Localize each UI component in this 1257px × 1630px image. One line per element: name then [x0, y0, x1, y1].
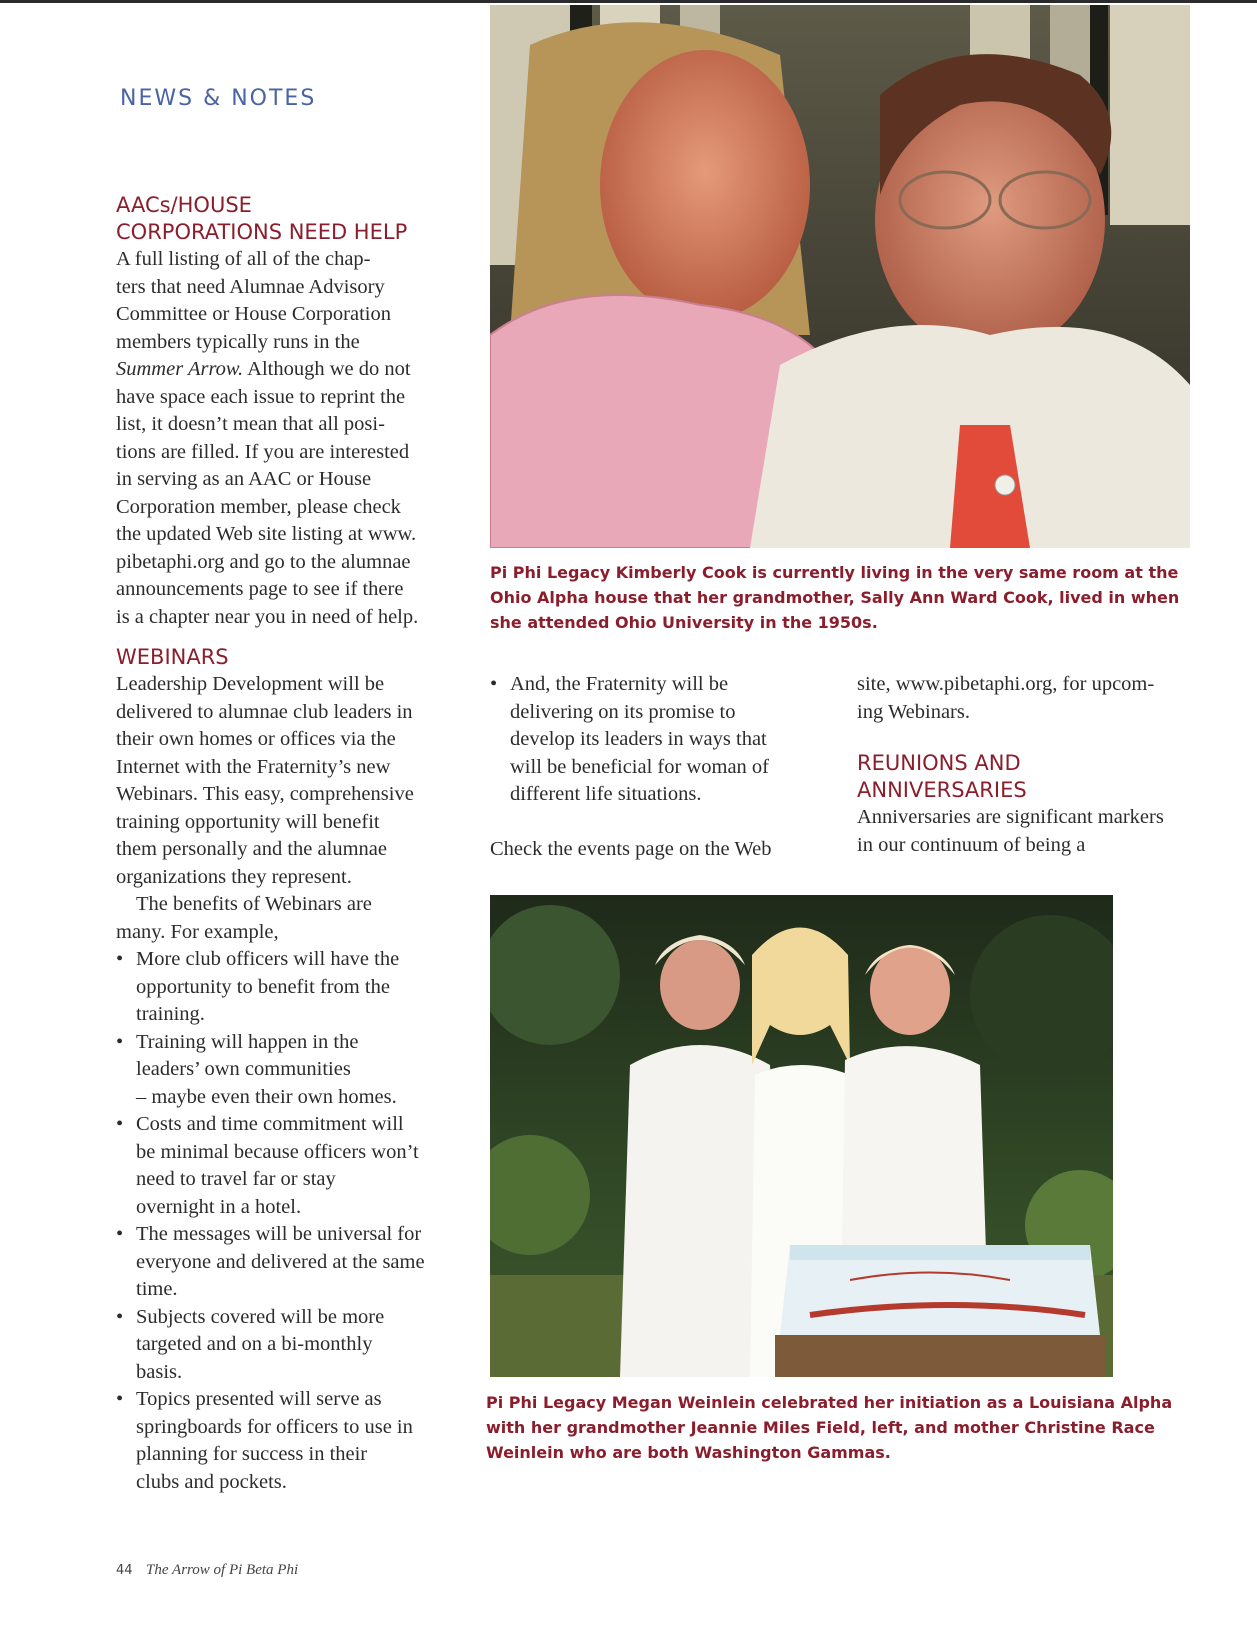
text-line: the updated Web site listing at www.	[116, 523, 417, 545]
text-line: their own homes or offices via the	[116, 728, 396, 750]
aac-heading	[116, 192, 456, 246]
top-rule	[0, 0, 1257, 3]
webinars-heading: WEBINARS	[116, 645, 229, 669]
text-line: Training will happen in the	[136, 1030, 359, 1053]
list-item	[116, 1029, 456, 1112]
webinars-article	[116, 644, 456, 1496]
text-line: planning for success in their	[136, 1443, 368, 1465]
list-item	[116, 946, 456, 1029]
aac-heading-line2: CORPORATIONS NEED HELP	[116, 220, 408, 244]
site-lines	[857, 671, 1197, 726]
benefits-list	[116, 946, 456, 1496]
caption-line: Ohio Alpha house that her grandmother, Sally Ann Ward Cook, lived in when	[490, 588, 1180, 607]
photo-megan-initiation	[490, 895, 1113, 1377]
caption-line: she attended Ohio University in the 1950s.	[490, 613, 878, 632]
continued-list	[490, 671, 810, 809]
photo-illustration	[490, 5, 1190, 548]
text-line: list, it doesn’t mean that all posi-	[116, 413, 385, 435]
text-line: – maybe even their own homes.	[136, 1085, 397, 1108]
text-line: Corporation member, please check	[116, 495, 401, 518]
webinars-continued	[490, 671, 810, 863]
aac-heading-line1: AACs/HOUSE	[116, 193, 252, 217]
text-line: site, www.pibetaphi.org, for upcom-	[857, 673, 1155, 695]
reunions-heading	[857, 750, 1197, 804]
text-line: More club officers will have the	[136, 948, 400, 970]
text-line: will be beneficial for woman of	[510, 755, 770, 778]
text-line: ing Webinars.	[857, 700, 970, 723]
webinars-benefits	[116, 891, 456, 946]
reunions-heading-line1: REUNIONS AND	[857, 751, 1021, 775]
text-line: The benefits of Webinars are	[136, 893, 372, 915]
text-line: Leadership Development will be	[116, 673, 385, 695]
list-item	[116, 1386, 456, 1496]
aac-body	[116, 246, 456, 631]
caption-line: with her grandmother Jeannie Miles Field, left, and mother Christine Race	[486, 1418, 1155, 1437]
photo2-caption	[486, 1390, 1206, 1465]
check-events-line: Check the events page on the Web	[490, 837, 772, 860]
caption-line: Pi Phi Legacy Megan Weinlein celebrated her initiation as a Louisiana Alpha	[486, 1393, 1173, 1412]
text-line: pibetaphi.org and go to the alumnae	[116, 550, 411, 573]
text-line: The messages will be universal for	[136, 1223, 422, 1245]
list-item	[116, 1304, 456, 1387]
text-line: leaders’ own communities	[136, 1058, 351, 1080]
list-item	[490, 671, 810, 809]
text-line: Although we do not	[243, 358, 411, 380]
list-item	[116, 1221, 456, 1304]
page-footer	[116, 1562, 298, 1579]
text-line: delivered to alumnae club leaders in	[116, 700, 413, 723]
right-column	[857, 671, 1197, 859]
text-line: members typically runs in the	[116, 330, 360, 353]
aac-article	[116, 192, 456, 631]
text-line: Committee or House Corporation	[116, 303, 391, 325]
text-line: in serving as an AAC or House	[116, 468, 372, 490]
reunions-heading-line2: ANNIVERSARIES	[857, 778, 1027, 802]
text-line: develop its leaders in ways that	[510, 728, 767, 750]
text-line: training opportunity will benefit	[116, 810, 380, 833]
reunions-body	[857, 804, 1197, 859]
text-line: ters that need Alumnae Advisory	[116, 275, 385, 298]
text-line: tions are filled. If you are interested	[116, 440, 410, 463]
text-line: Internet with the Fraternity’s new	[116, 755, 391, 778]
page-number: 44	[116, 1563, 133, 1578]
webinars-intro	[116, 671, 456, 891]
photo1-caption	[490, 560, 1200, 635]
text-line: basis.	[136, 1360, 183, 1383]
text-line: is a chapter near you in need of help.	[116, 605, 419, 628]
text-line: springboards for officers to use in	[136, 1415, 413, 1438]
text-line: overnight in a hotel.	[136, 1195, 302, 1218]
text-line: And, the Fraternity will be	[510, 673, 729, 695]
text-line: A full listing of all of the chap-	[116, 248, 371, 270]
text-line: many. For example,	[116, 920, 279, 943]
text-line: announcements page to see if there	[116, 578, 404, 600]
text-line: Topics presented will serve as	[136, 1388, 382, 1410]
caption-line: Weinlein who are both Washington Gammas.	[486, 1443, 891, 1462]
list-item	[116, 1111, 456, 1221]
text-line: delivering on its promise to	[510, 700, 736, 723]
text-line: time.	[136, 1278, 178, 1300]
text-line: Webinars. This easy, comprehensive	[116, 783, 414, 805]
text-line: organizations they represent.	[116, 865, 352, 888]
publication-title: Summer Arrow.	[116, 358, 244, 380]
text-line: them personally and the alumnae	[116, 838, 387, 860]
text-line: opportunity to benefit from the	[136, 975, 390, 998]
text-line: training.	[136, 1003, 205, 1025]
text-line: different life situations.	[510, 783, 702, 805]
text-line: clubs and pockets.	[136, 1470, 287, 1493]
text-line: Costs and time commitment will	[136, 1113, 404, 1135]
text-line: be minimal because officers won’t	[136, 1140, 419, 1163]
text-line: targeted and on a bi-monthly	[136, 1333, 373, 1355]
text-line: have space each issue to reprint the	[116, 385, 406, 408]
photo-illustration	[490, 895, 1113, 1377]
caption-line: Pi Phi Legacy Kimberly Cook is currently living in the very same room at the	[490, 563, 1179, 582]
text-line: Subjects covered will be more	[136, 1305, 385, 1328]
section-label: NEWS & NOTES	[120, 86, 317, 111]
text-line: Anniversaries are significant markers	[857, 806, 1164, 828]
text-line: in our continuum of being a	[857, 833, 1086, 856]
text-line: everyone and delivered at the same	[136, 1250, 425, 1273]
publication-name: The Arrow of Pi Beta Phi	[146, 1562, 299, 1578]
text-line: need to travel far or stay	[136, 1168, 336, 1190]
photo-kimberly-and-grandmother	[490, 5, 1190, 548]
